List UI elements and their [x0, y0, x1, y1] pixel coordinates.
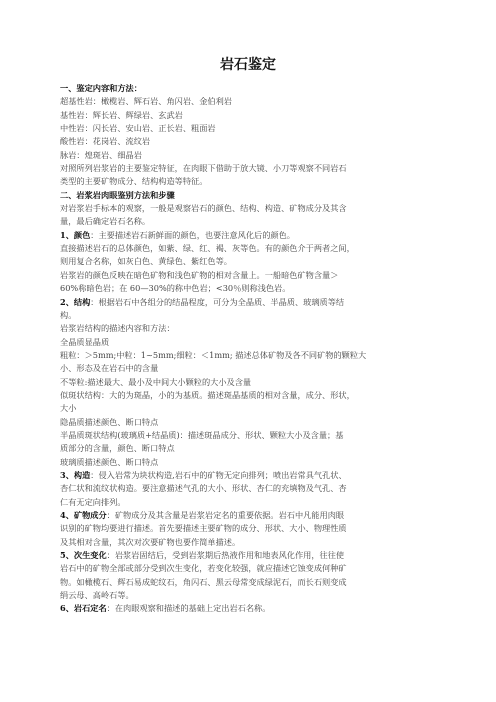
item-label: 5、次生变化 [60, 550, 107, 561]
body-line: 超基性岩：橄榄岩、辉石岩、角闪岩、金伯利岩 [60, 96, 232, 107]
body-line: 构。 [60, 309, 77, 320]
body-line: 小、形态及在岩石中的含量 [60, 363, 159, 374]
section-heading: 一、鉴定内容和方法： [60, 83, 142, 93]
body-line: 杏仁状和流纹状构造。要注意描述气孔的大小、形状、杏仁的充填物及气孔、杏 [60, 483, 347, 494]
numbered-item [60, 549, 436, 562]
body-line: 全晶质显晶质 [60, 336, 110, 347]
body-line: 物。如橄榄石、辉石易成蛇纹石，角闪石、黑云母常变成绿泥石，而长石则变成 [60, 576, 347, 587]
document-title: 岩石鉴定 [220, 57, 276, 73]
numbered-item [60, 296, 436, 309]
item-label: 1、颜色 [60, 229, 91, 240]
body-line: 酸性岩：花岗岩、流纹岩 [60, 136, 151, 147]
section-heading: 二、岩浆岩肉眼鉴别方法和步骤 [60, 189, 175, 200]
body-line: 对照所列岩浆岩的主要鉴定特征，在肉眼下借助于放大镜、小刀等观察不同岩石 [60, 163, 347, 174]
numbered-item [60, 469, 436, 482]
body-line: 60%称暗色岩；在 60—30%的称中色岩；<30％则称浅色岩。 [60, 283, 291, 294]
body-line: 仁有无定向排列。 [60, 496, 126, 507]
body-line: 半晶质斑状结构(玻璃质+结晶质)：描述斑晶成分、形状、颗粒大小及含量；基 [60, 429, 344, 440]
document-body [60, 82, 436, 616]
body-line: 岩浆岩的颜色反映在暗色矿物和浅色矿物的相对含量上。一船暗色矿物含量＞ [60, 269, 339, 280]
numbered-item [60, 509, 436, 522]
body-line: 大小 [60, 403, 77, 414]
body-line: 岩石中的矿物全部或部分受到次生变化，若变化较强，就应描述它蚀变成何种矿 [60, 563, 347, 574]
body-line: 类型的主要矿物成分、结构构造等特征。 [60, 176, 208, 187]
item-label: 2、结构 [60, 296, 91, 307]
item-text: ：根据岩石中各组分的结晶程度，可分为全晶质、半晶质、玻璃质等结 [90, 296, 345, 307]
body-line: 则用复合名称，如灰白色、黄绿色、紫红色等。 [60, 256, 232, 267]
numbered-item [60, 602, 436, 615]
body-line: 量，最后确定岩石名称。 [60, 216, 151, 227]
numbered-item [60, 229, 436, 242]
item-label: 4、矿物成分 [60, 510, 107, 520]
body-line: 直接描述岩石的总体颜色，如紫、绿、红、褐、灰等色。有的颜色介于两者之间， [60, 243, 355, 254]
body-line: 不等粒:描述最大、最小及中间大小颗粒的大小及含量 [60, 376, 252, 387]
item-label: 6、岩石定名 [60, 603, 107, 614]
body-line: 岩浆岩结构的描述内容和方法： [60, 323, 175, 334]
item-label: 3、构造 [60, 469, 91, 480]
body-line: 中性岩：闪长岩、安山岩、正长岩、粗面岩 [60, 123, 216, 134]
item-text: ：岩浆岩固结后，受到岩浆期后热液作用和地表风化作用，往往使 [106, 550, 345, 561]
item-text: ：主要描述岩石新鲜面的颜色，也要注意风化后的颜色。 [90, 229, 295, 240]
item-text: ：矿物成分及其含量是岩浆岩定名的重要依据。岩石中凡能用肉眼 [106, 510, 345, 520]
body-line: 识别的矿物均要进行描述。首先要描述主要矿物的成分、形状、大小、物理性质 [60, 523, 347, 534]
body-line: 质部分的含量，颜色、断口特点 [60, 443, 175, 454]
body-line: 基性岩：辉长岩、辉绿岩、玄武岩 [60, 109, 183, 120]
body-line: 粗粒：＞5mm;中粒：1~5mm;细粒：＜1mm; 描述总体矿物及各不同矿物的颗粒大 [60, 349, 367, 360]
item-text: ：在肉眼观察和描述的基础上定出岩石名称。 [106, 603, 271, 614]
body-line: 玻璃质描述颜色、断口特点 [60, 456, 159, 467]
body-line: 隐晶质描述颜色、断口特点 [60, 416, 159, 427]
body-line: 及其相对含量，其次对次要矿物也要作简单描述。 [60, 536, 241, 547]
item-text: ：侵入岩常为块状构造,岩石中的矿物无定向排列；喷出岩常具气孔状、 [90, 469, 347, 480]
document-page [60, 56, 436, 616]
body-line: 脉岩：煌斑岩、细晶岩 [60, 149, 142, 160]
body-line: 似斑状结构：大的为斑晶，小的为基质。描述斑晶基质的相对含量，成分、形状， [60, 389, 355, 400]
body-line: 绢云母、高岭石等。 [60, 590, 134, 601]
body-line: 对岩浆岩手标本的观察，一般是观察岩石的颜色、结构、构造、矿物成分及其含 [60, 203, 347, 214]
